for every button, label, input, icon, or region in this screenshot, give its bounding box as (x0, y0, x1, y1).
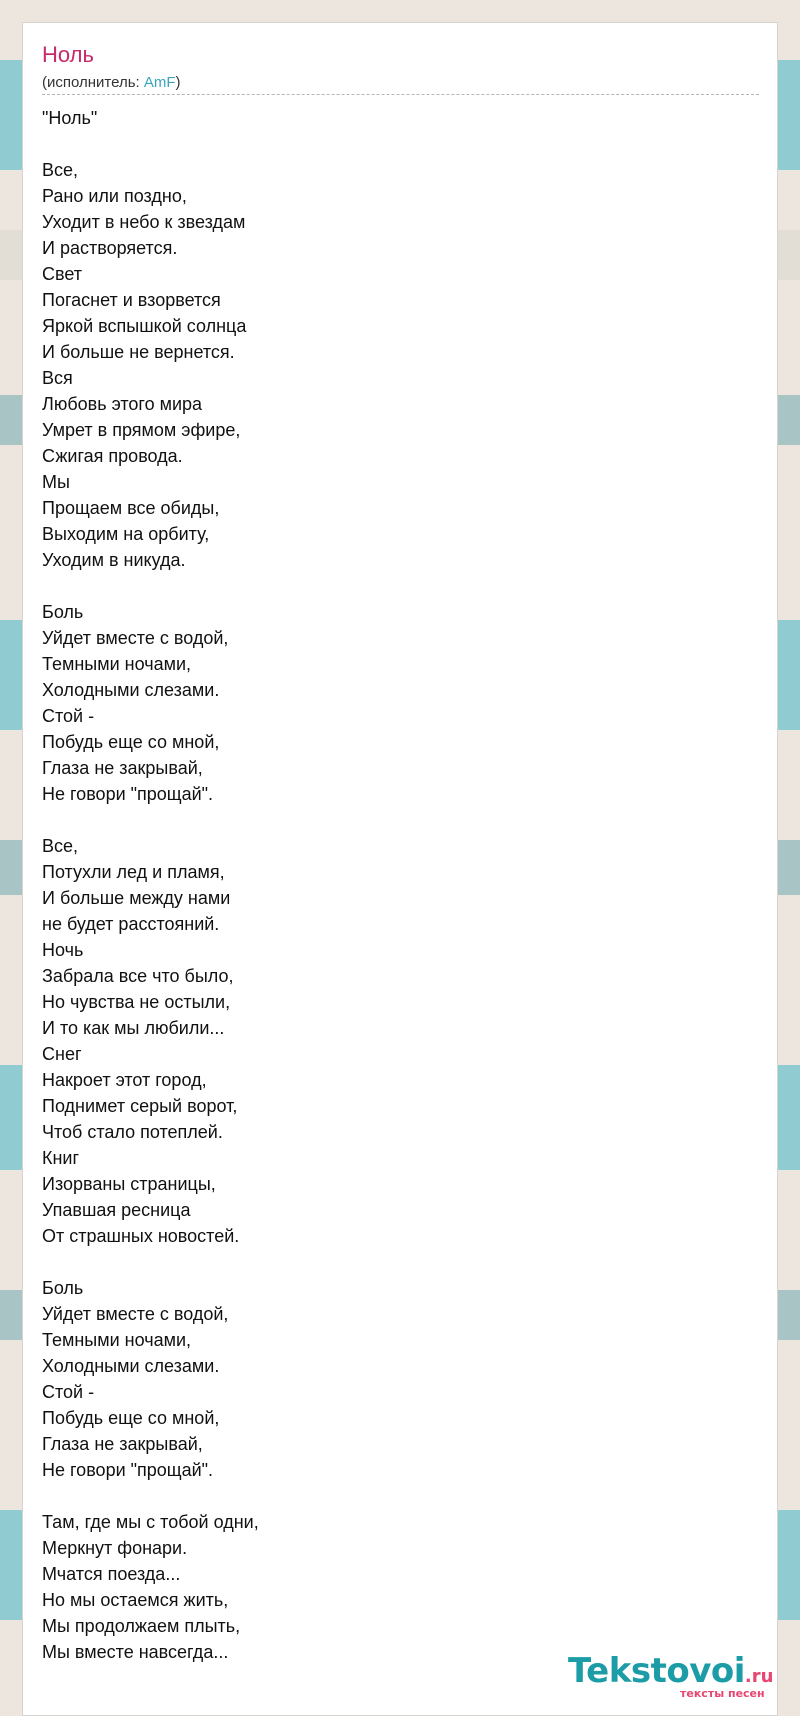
artist-link[interactable]: AmF (143, 74, 176, 91)
logo-main-text: Tekstovoi (568, 1651, 745, 1691)
lyrics-card (22, 22, 778, 1716)
title-divider (42, 94, 759, 95)
logo-tld: .ru (744, 1666, 774, 1687)
site-logo[interactable] (568, 1651, 778, 1701)
artist-line (42, 73, 181, 93)
artist-prefix: (исполнитель: (42, 74, 144, 91)
logo-tagline: тексты песен (680, 1687, 765, 1700)
artist-suffix: ) (175, 74, 181, 91)
song-title: Ноль (42, 42, 94, 67)
lyrics-text: "Ноль" Все, Рано или поздно, Уходит в небо к звездам И растворяется. Свет Погаснет и взорвется Яркой вспышкой солнца И больше не вернется. Вся Любовь этого мира Умрет в прямом эфире, Сжигая провода. Мы Прощаем все обиды, Выходим на орбиту, Уходим в никуда. Боль Уйдет вместе с водой, Темными ночами, Холодными слезами. Стой - Побудь еще со мной, Глаза не закрывай, Не говори "прощай". Все, Потухли лед и пламя, И больше между нами не будет расстояний. Ночь Забрала все что было, Но чувства не остыли, И то как мы любили... Снег Накроет этот город, Поднимет серый ворот, Чтоб стало потеплей. Книг Изорваны страницы, Упавшая ресница От страшных новостей. Боль Уйдет вместе с водой, Темными ночами, Холодными слезами. Стой - Побудь еще со мной, Глаза не закрывай, Не говори "прощай". Там, где мы с тобой одни, Меркнут фонари. Мчатся поезда... Но мы остаемся жить, Мы продолжаем плыть, Мы вместе навсегда... (42, 108, 259, 1662)
